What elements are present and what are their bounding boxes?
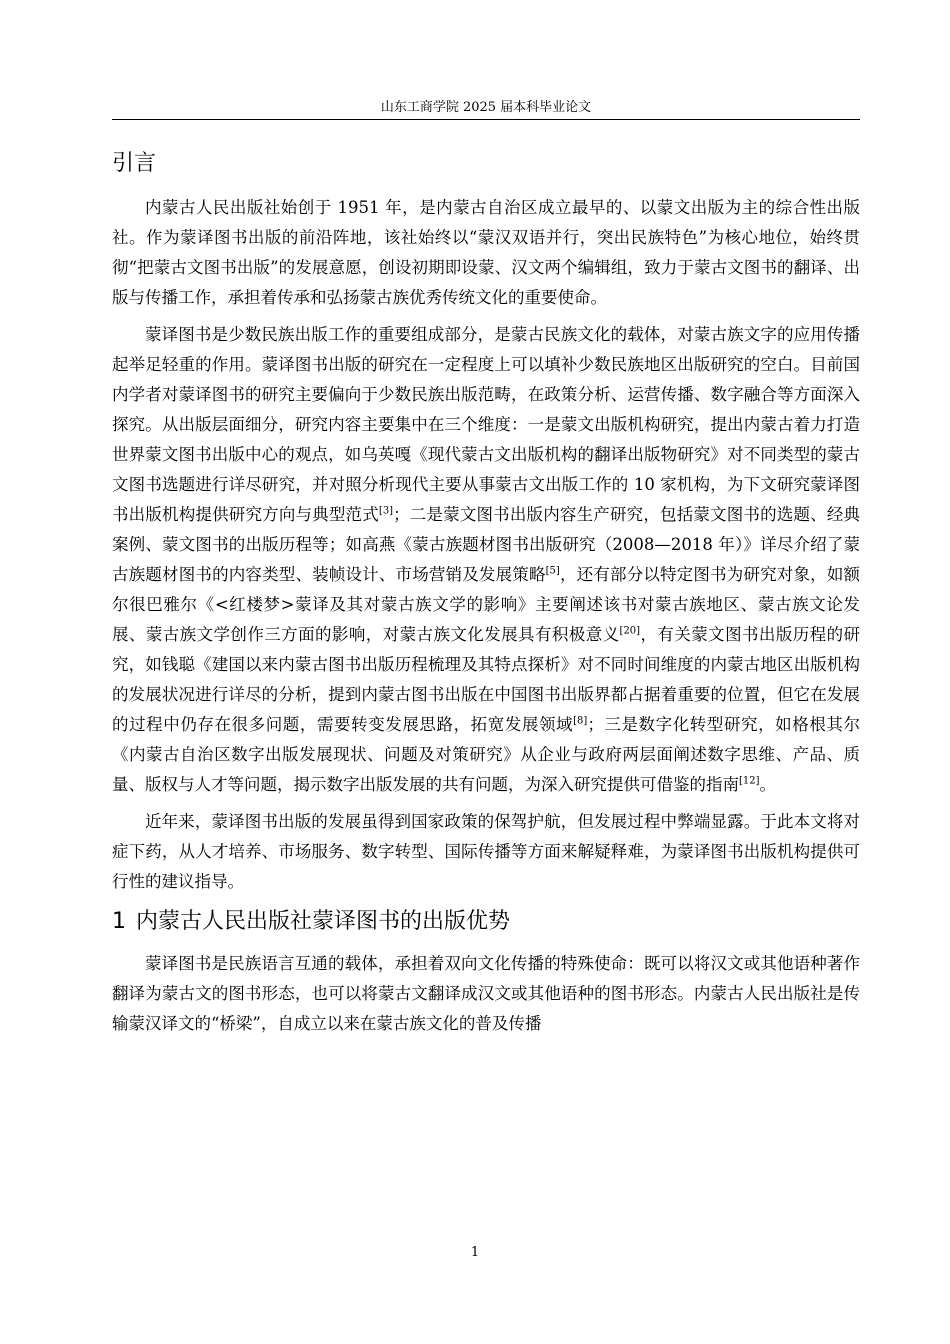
intro-paragraph-1: 内蒙古人民出版社始创于 1951 年，是内蒙古自治区成立最早的、以蒙文出版为主的综合性出版社。作为蒙译图书出版的前沿阵地，该社始终以“蒙汉双语并行，突出民族特色”为核心地位，始终贯彻“把蒙古文图书出版”的发展意愿，创设初期即设蒙、汉文两个编辑组，致力于蒙古文图书的翻译、出版与传播工作，承担着传承和弘扬蒙古族优秀传统文化的重要使命。 — [112, 198, 860, 307]
citation-3: [3] — [378, 505, 394, 517]
intro-p2-text-4: ，有关蒙文图书出版历程的研究，如钱聪《建国以来内蒙古图书出版历程梳理及其特点探析》对不同时间维度的内蒙古地区出版机构的发展状况进行详尽的分析，提到内蒙古图书出版在中国图书出版界都占据着重要的位置，但它在发展的过程中仍存在很多问题，需要转变发展思路，拓宽发展领域 — [112, 625, 861, 734]
citation-20: [20] — [619, 625, 641, 637]
running-header: 山东工商学院 2025 届本科毕业论文 — [380, 100, 592, 115]
section-1-paragraph-1: 蒙译图书是民族语言互通的载体，承担着双向文化传播的特殊使命：既可以将汉文或其他语种著作翻译为蒙古文的图书形态，也可以将蒙古文翻译成汉文或其他语种的图书形态。内蒙古人民出版社是传输蒙汉译文的“桥梁”，自成立以来在蒙古族文化的普及传播 — [112, 954, 860, 1033]
intro-paragraph-3: 近年来，蒙译图书出版的发展虽得到国家政策的保驾护航，但发展过程中弊端显露。于此本文将对症下药，从人才培养、市场服务、数字转型、国际传播等方面来解疑释难，为蒙译图书出版机构提供可行性的建议指导。 — [112, 812, 860, 891]
header-rule — [112, 119, 860, 120]
citation-12: [12] — [739, 775, 760, 787]
citation-8: [8] — [573, 715, 588, 727]
intro-heading: 引言 — [112, 151, 157, 176]
intro-p2-text-1: 蒙译图书是少数民族出版工作的重要组成部分，是蒙古民族文化的载体，对蒙古族文字的应用传播起举足轻重的作用。蒙译图书出版的研究在一定程度上可以填补少数民族地区出版研究的空白。目前国内学者对蒙译图书的研究主要偏向于少数民族出版范畴，在政策分析、运营传播、数字融合等方面深入探究。从出版层面细分，研究内容主要集中在三个维度：一是蒙文出版机构研究，提出内蒙古着力打造世界蒙文图书出版中心的观点，如乌英嘎《现代蒙古文出版机构的翻译出版物研究》对不同类型的蒙古文图书选题进行详尽研究，并对照分析现代主要从事蒙古文出版工作的 10 家机构，为下文研究蒙译图书出版机构提供研究方向与典型范式 — [112, 325, 860, 524]
citation-5: [5] — [545, 565, 560, 577]
section-1-title: 内蒙古人民出版社蒙译图书的出版优势 — [136, 909, 511, 934]
page-body — [112, 143, 860, 1046]
intro-p2-text-2: ；二是蒙文图书出版内容生产研究，包括蒙文图书的选题、经典案例、蒙文图书的出版历程等；如高燕《蒙古族题材图书出版研究（2008—2018 年）》详尽介绍了蒙古族题材图书的内容类型、装帧设计、市场营销及发展策略 — [112, 505, 861, 584]
intro-p2-text-6: 。 — [759, 775, 777, 794]
intro-p2-text-5: ；三是数字化转型研究，如格根其尔《内蒙古自治区数字出版发展现状、问题及对策研究》从企业与政府两层面阐述数字思维、产品、质量、版权与人才等问题，揭示数字出版发展的共有问题，为深入研究提供可借鉴的指南 — [112, 715, 861, 794]
intro-p2-text-3: ，还有部分以特定图书为研究对象，如额尔很巴雅尔《<红楼梦>蒙译及其对蒙古族文学的影响》主要阐述该书对蒙古族地区、蒙古族文论发展、蒙古族文学创作三方面的影响，对蒙古族文化发展具有积极意义 — [112, 565, 861, 644]
section-1-number: 1 — [112, 909, 126, 934]
page-number: 1 — [470, 1245, 480, 1260]
intro-paragraph-2 — [112, 320, 860, 800]
section-1-heading — [112, 907, 860, 937]
